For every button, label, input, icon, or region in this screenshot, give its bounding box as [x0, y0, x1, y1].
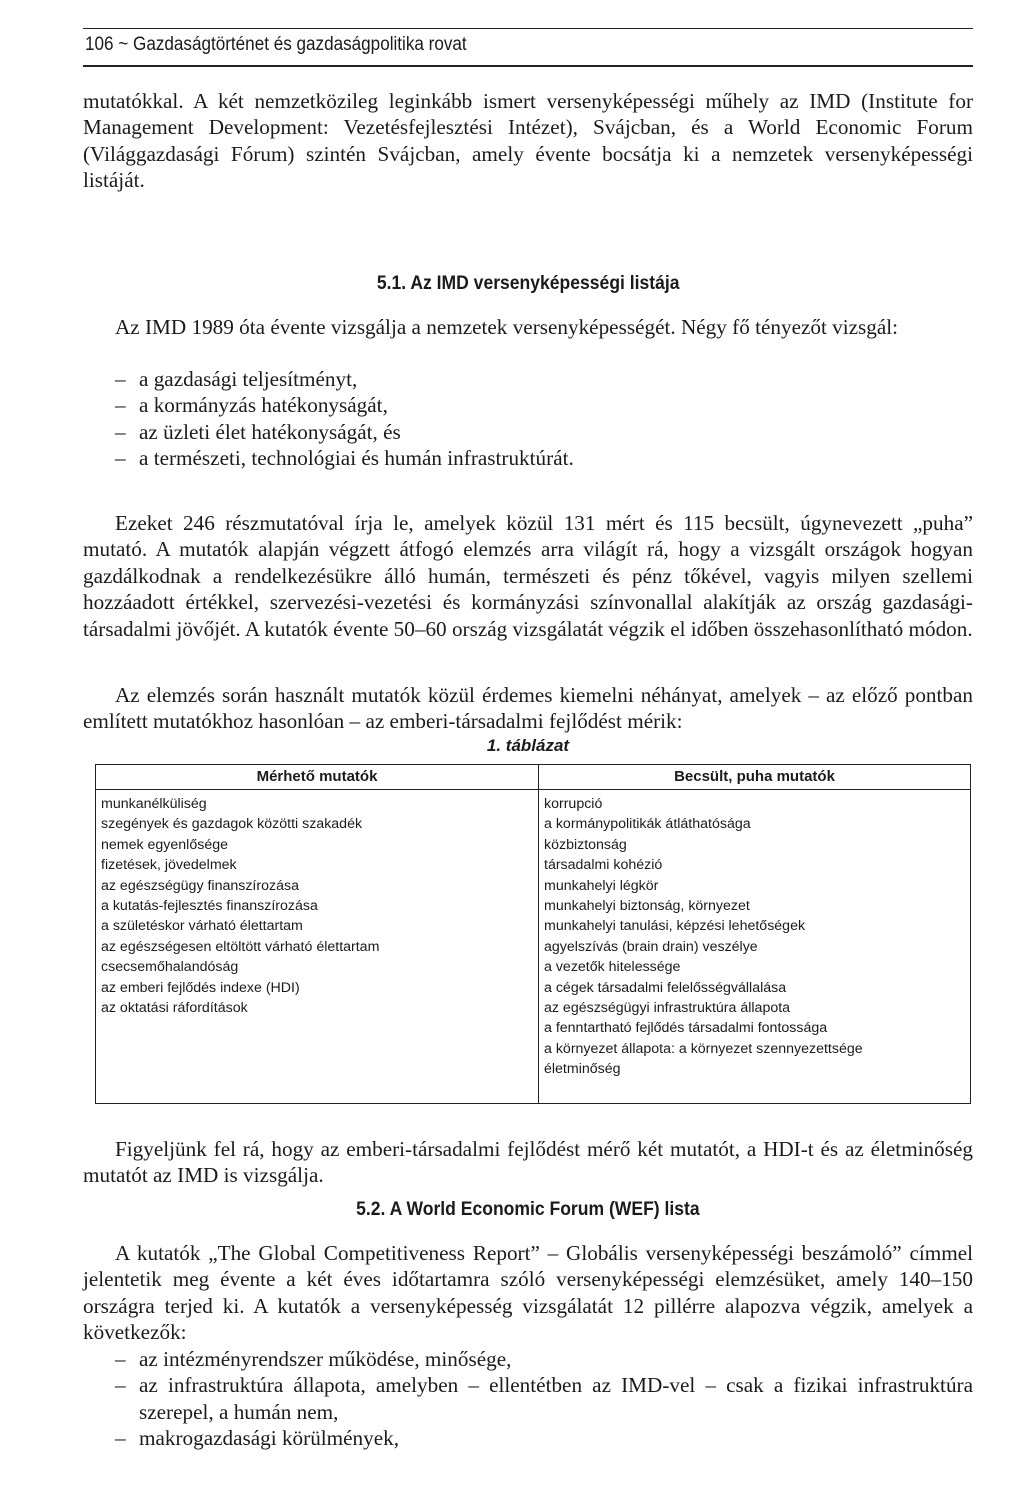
table-row: életminőség	[544, 1061, 621, 1078]
list-item: – az intézményrendszer működése, minősége,	[115, 1347, 512, 1371]
table-row: munkahelyi légkör	[544, 877, 659, 894]
table-row: a születéskor várható élettartam	[101, 918, 303, 935]
table-row: az egészségügy finanszírozása	[101, 877, 299, 894]
table-row: nemek egyenlősége	[101, 836, 228, 853]
table-row: munkanélküliség	[101, 796, 207, 812]
section-5-1-heading: 5.1. Az IMD versenyképességi listája	[376, 272, 680, 294]
table-caption: 1. táblázat	[486, 736, 570, 755]
table-row: szegények és gazdagok közötti szakadék	[101, 816, 363, 833]
table-row: fizetések, jövedelmek	[101, 857, 237, 874]
table-row: a környezet állapota: a környezet szennyezettsége	[544, 1040, 863, 1057]
table-row: agyelszívás (brain drain) veszélye	[544, 938, 758, 955]
list-item: – az infrastruktúra állapota, amelyben – ellentétben az IMD-vel – csak a fizikai infrastruktúra szerepel, a humán nem,	[115, 1373, 973, 1424]
page-header	[83, 28, 973, 67]
table-row: a vezetők hitelessége	[544, 959, 681, 976]
wef-pillar-list	[83, 1346, 973, 1452]
soft-column	[539, 765, 970, 1103]
table-row: csecsemőhalandóság	[101, 959, 239, 976]
list-item: – makrogazdasági körülmények,	[115, 1426, 400, 1451]
soft-rows	[539, 790, 970, 1079]
table-row: az egészségesen eltöltött várható élettartam	[101, 938, 380, 955]
table-row: az emberi fejlődés indexe (HDI)	[101, 979, 300, 996]
para-after-table: Figyeljünk fel rá, hogy az emberi-társadalmi fejlődést mérő két mutatót, a HDI-t és az életminőség mutatót az IMD is vizsgálja.	[83, 1137, 973, 1188]
table-row: a fenntartható fejlődés társadalmi fontossága	[544, 1020, 828, 1037]
list-item: – a kormányzás hatékonyságát,	[115, 393, 388, 418]
section-5-1-para1: Az IMD 1989 óta évente vizsgálja a nemzetek versenyképességét. Négy fő tényezőt vizsgál:	[115, 315, 899, 339]
table-row: munkahelyi biztonság, környezet	[544, 897, 750, 914]
measurable-column	[96, 765, 539, 1103]
list-item: – a gazdasági teljesítményt,	[115, 367, 358, 391]
table-row: közbiztonság	[544, 836, 627, 853]
table-row: a kutatás-fejlesztés finanszírozása	[101, 897, 318, 914]
table-row: az oktatási ráfordítások	[101, 999, 248, 1016]
section-5-2-para1: A kutatók „The Global Competitiveness Report” – Globális versenyképességi beszámoló” címmel jelentetik meg évente a két éves időtartamra szóló versenyképességi elemzésüket, amely 140–150 országra terjed ki. A kutatók a versenyképesség vizsgálatát 12 pillérre alapozva végzik, amelyek a következők:	[83, 1241, 973, 1345]
intro-paragraph: mutatókkal. A két nemzetközileg leginkább ismert versenyképességi műhely az IMD (Institute for Management Development: Vezetésfejlesztési Intézet), Svájcban, és a World Economic Forum (Világgazdasági Fórum) szintén Svájcban, amely évente bocsátja ki a nemzetek versenyképességi listáját.	[83, 89, 973, 193]
section-5-1-para2: Ezeket 246 részmutatóval írja le, amelyek közül 131 mért és 115 becsült, úgynevezett „puha” mutató. A mutatók alapján végzett átfogó elemzés arra világít rá, hogy a vizsgált országok hogyan gazdálkodnak a rendelkezésükre álló humán, természeti és pénz tőkével, vagyis milyen szellemi hozzáadott értékkel, szervezési-vezetési és kormányzási színvonallal alakítják az ország gazdasági-társadalmi jövőjét. A kutatók évente 50–60 ország vizsgálatát végzik el időben összehasonlítható módon.	[83, 511, 973, 641]
measurable-rows	[96, 790, 538, 1018]
section-5-1-para3: Az elemzés során használt mutatók közül érdemes kiemelni néhányat, amelyek – az előző pontban említett mutatókhoz hasonlóan – az emberi-társadalmi fejlődést mérik:	[83, 683, 973, 734]
table-row: társadalmi kohézió	[544, 857, 663, 874]
section-5-2-heading: 5.2. A World Economic Forum (WEF) lista	[356, 1198, 700, 1220]
list-item: – az üzleti élet hatékonyságát, és	[115, 419, 401, 444]
indicator-table	[95, 764, 971, 1104]
imd-factor-list	[83, 366, 973, 472]
table-row: a kormánypolitikák átláthatósága	[544, 816, 751, 833]
table-row: az egészségügyi infrastruktúra állapota	[544, 999, 791, 1016]
table-header-soft: Becsült, puha mutatók	[539, 764, 970, 790]
table-header-measurable: Mérhető mutatók	[96, 765, 538, 790]
list-item: – a természeti, technológiai és humán infrastruktúrát.	[115, 446, 574, 471]
table-row: korrupció	[544, 796, 603, 812]
table-row: a cégek társadalmi felelősségvállalása	[544, 979, 787, 996]
header-text: 106 ~ Gazdaságtörténet és gazdaságpolitika rovat	[85, 34, 467, 55]
table-row: munkahelyi tanulási, képzési lehetőségek	[544, 918, 806, 935]
